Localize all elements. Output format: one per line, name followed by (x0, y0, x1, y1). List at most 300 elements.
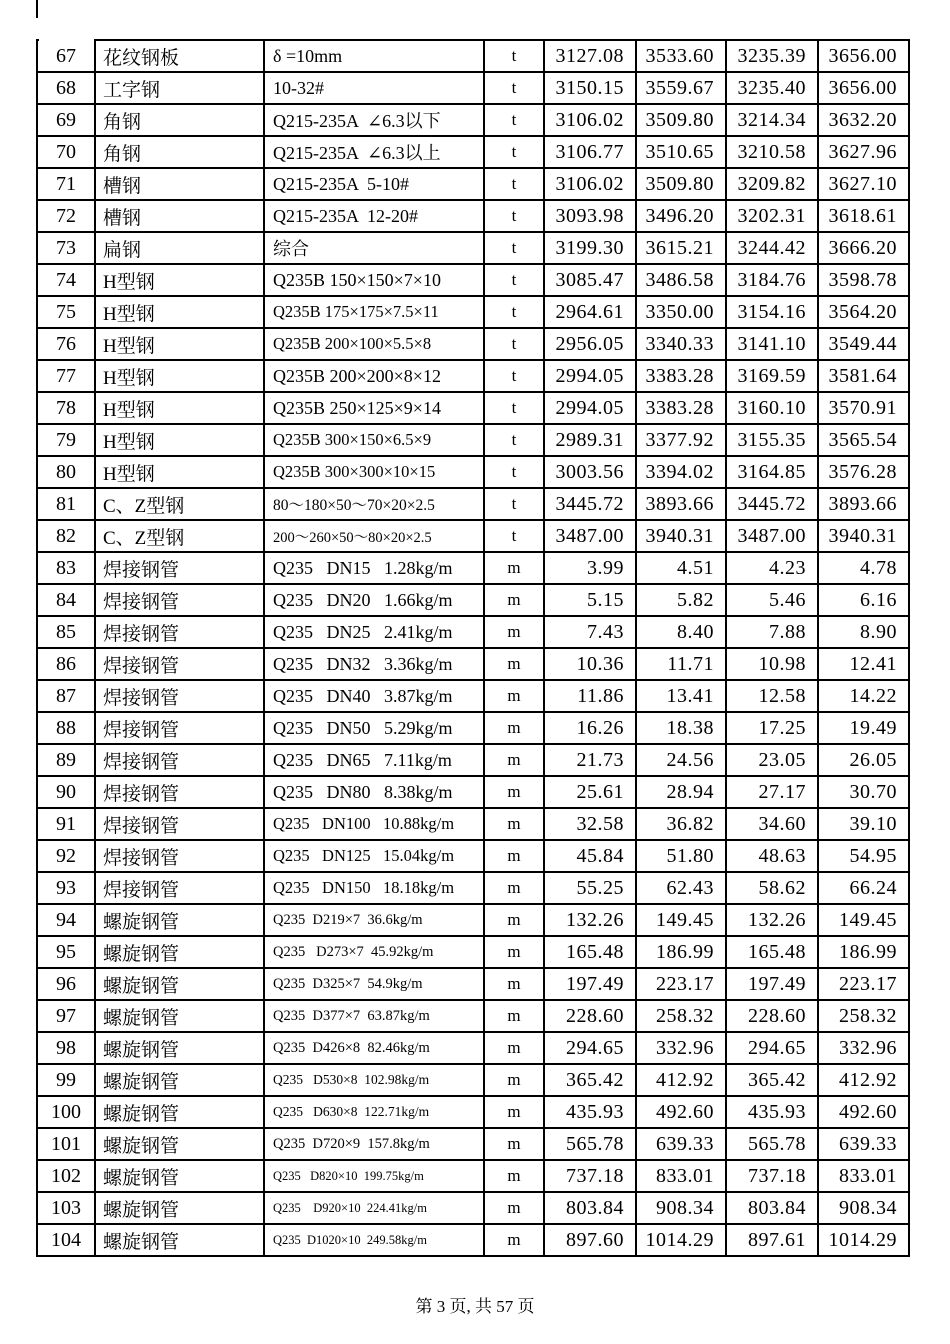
cell-price-3: 3210.58 (726, 136, 818, 168)
cell-price-3: 23.05 (726, 744, 818, 776)
cell-price-3: 7.88 (726, 616, 818, 648)
table-row (37, 968, 909, 1000)
cell-price-2: 3496.20 (636, 200, 726, 232)
cell-price-1: 897.60 (544, 1224, 636, 1256)
cell-row-number: 91 (37, 808, 95, 840)
cell-specification: Q235 DN15 1.28kg/m (264, 552, 484, 584)
cell-unit: m (484, 584, 544, 616)
cell-price-3: 48.63 (726, 840, 818, 872)
cell-row-number: 84 (37, 584, 95, 616)
cell-price-4: 3656.00 (818, 40, 909, 72)
cell-material-name: 螺旋钢管 (95, 1000, 264, 1032)
cell-price-3: 365.42 (726, 1064, 818, 1096)
cell-price-4: 19.49 (818, 712, 909, 744)
cell-unit: m (484, 968, 544, 1000)
cell-price-1: 132.26 (544, 904, 636, 936)
cell-price-2: 186.99 (636, 936, 726, 968)
cell-price-1: 32.58 (544, 808, 636, 840)
cell-price-4: 3940.31 (818, 520, 909, 552)
table-row (37, 360, 909, 392)
cell-row-number: 80 (37, 456, 95, 488)
cell-price-1: 197.49 (544, 968, 636, 1000)
cell-specification: 80～180×50～70×20×2.5 (264, 488, 484, 520)
cell-price-1: 3106.77 (544, 136, 636, 168)
cell-price-2: 3486.58 (636, 264, 726, 296)
cell-specification: Q235 DN20 1.66kg/m (264, 584, 484, 616)
cell-unit: m (484, 1128, 544, 1160)
cell-row-number: 77 (37, 360, 95, 392)
cell-row-number: 100 (37, 1096, 95, 1128)
cell-row-number: 89 (37, 744, 95, 776)
cell-material-name: 焊接钢管 (95, 616, 264, 648)
cell-price-2: 3940.31 (636, 520, 726, 552)
cell-price-2: 51.80 (636, 840, 726, 872)
cell-material-name: 角钢 (95, 136, 264, 168)
cell-price-3: 165.48 (726, 936, 818, 968)
cell-material-name: C、Z型钢 (95, 488, 264, 520)
cell-specification: Q215-235A ∠6.3以下 (264, 104, 484, 136)
cell-price-1: 3445.72 (544, 488, 636, 520)
cell-unit: m (484, 680, 544, 712)
cell-unit: m (484, 1160, 544, 1192)
table-row (37, 424, 909, 456)
cell-price-4: 3565.54 (818, 424, 909, 456)
cell-price-3: 228.60 (726, 1000, 818, 1032)
cell-material-name: H型钢 (95, 392, 264, 424)
price-table (36, 39, 910, 1257)
cell-row-number: 69 (37, 104, 95, 136)
cell-price-1: 11.86 (544, 680, 636, 712)
cell-price-1: 2964.61 (544, 296, 636, 328)
cell-row-number: 71 (37, 168, 95, 200)
cell-material-name: 螺旋钢管 (95, 1224, 264, 1256)
cell-price-4: 186.99 (818, 936, 909, 968)
cell-price-4: 3893.66 (818, 488, 909, 520)
cell-price-4: 639.33 (818, 1128, 909, 1160)
cell-specification: Q235B 250×125×9×14 (264, 392, 484, 424)
cell-price-3: 132.26 (726, 904, 818, 936)
cell-material-name: 螺旋钢管 (95, 1096, 264, 1128)
cell-row-number: 90 (37, 776, 95, 808)
cell-specification: Q235 D920×10 224.41kg/m (264, 1192, 484, 1224)
cell-material-name: 螺旋钢管 (95, 968, 264, 1000)
cell-row-number: 87 (37, 680, 95, 712)
cell-price-2: 412.92 (636, 1064, 726, 1096)
cell-price-1: 565.78 (544, 1128, 636, 1160)
cell-price-4: 12.41 (818, 648, 909, 680)
page-footer: 第 3 页, 共 57 页 (415, 1297, 535, 1316)
cell-price-4: 833.01 (818, 1160, 909, 1192)
cell-specification: Q235 D720×9 157.8kg/m (264, 1128, 484, 1160)
cell-material-name: 角钢 (95, 104, 264, 136)
cell-price-4: 54.95 (818, 840, 909, 872)
cell-unit: m (484, 648, 544, 680)
cell-price-4: 3598.78 (818, 264, 909, 296)
table-row (37, 104, 909, 136)
table-row (37, 840, 909, 872)
table-row (37, 520, 909, 552)
cell-price-4: 6.16 (818, 584, 909, 616)
cell-material-name: 螺旋钢管 (95, 904, 264, 936)
cell-price-4: 3564.20 (818, 296, 909, 328)
cell-row-number: 98 (37, 1032, 95, 1064)
cell-material-name: 焊接钢管 (95, 872, 264, 904)
cell-price-1: 3106.02 (544, 104, 636, 136)
cell-row-number: 67 (37, 40, 95, 72)
cell-price-3: 27.17 (726, 776, 818, 808)
cell-specification: Q215-235A 5-10# (264, 168, 484, 200)
table-row (37, 1000, 909, 1032)
cell-row-number: 88 (37, 712, 95, 744)
cell-specification: Q235 D273×7 45.92kg/m (264, 936, 484, 968)
cell-material-name: 槽钢 (95, 200, 264, 232)
table-row (37, 328, 909, 360)
table-row (37, 584, 909, 616)
cell-price-1: 2989.31 (544, 424, 636, 456)
table-row (37, 1064, 909, 1096)
cell-material-name: 螺旋钢管 (95, 1064, 264, 1096)
cell-material-name: 螺旋钢管 (95, 936, 264, 968)
table-row (37, 552, 909, 584)
cell-price-1: 55.25 (544, 872, 636, 904)
cell-price-4: 3549.44 (818, 328, 909, 360)
cell-row-number: 103 (37, 1192, 95, 1224)
cell-specification: δ =10mm (264, 40, 484, 72)
table-row (37, 1224, 909, 1256)
table-row (37, 616, 909, 648)
cell-unit: t (484, 40, 544, 72)
cell-unit: m (484, 1192, 544, 1224)
cell-material-name: 螺旋钢管 (95, 1160, 264, 1192)
cell-price-4: 3627.10 (818, 168, 909, 200)
cell-price-1: 435.93 (544, 1096, 636, 1128)
cell-specification: Q235 DN125 15.04kg/m (264, 840, 484, 872)
price-table-body (37, 40, 909, 1256)
cell-price-2: 13.41 (636, 680, 726, 712)
cell-price-3: 197.49 (726, 968, 818, 1000)
cell-row-number: 83 (37, 552, 95, 584)
cell-price-1: 803.84 (544, 1192, 636, 1224)
cell-price-4: 26.05 (818, 744, 909, 776)
cell-price-2: 4.51 (636, 552, 726, 584)
cell-unit: t (484, 296, 544, 328)
cell-price-2: 28.94 (636, 776, 726, 808)
cell-material-name: 焊接钢管 (95, 680, 264, 712)
cell-row-number: 101 (37, 1128, 95, 1160)
cell-material-name: 螺旋钢管 (95, 1128, 264, 1160)
cell-row-number: 79 (37, 424, 95, 456)
cell-unit: t (484, 456, 544, 488)
table-row (37, 1096, 909, 1128)
cell-price-4: 39.10 (818, 808, 909, 840)
cell-row-number: 96 (37, 968, 95, 1000)
cell-price-1: 7.43 (544, 616, 636, 648)
cell-price-2: 492.60 (636, 1096, 726, 1128)
cell-price-2: 3510.65 (636, 136, 726, 168)
cell-material-name: 工字钢 (95, 72, 264, 104)
cell-price-4: 66.24 (818, 872, 909, 904)
cell-unit: m (484, 936, 544, 968)
cell-row-number: 92 (37, 840, 95, 872)
cell-material-name: H型钢 (95, 424, 264, 456)
table-row (37, 264, 909, 296)
cell-row-number: 104 (37, 1224, 95, 1256)
cell-price-2: 149.45 (636, 904, 726, 936)
cell-price-4: 3666.20 (818, 232, 909, 264)
cell-material-name: H型钢 (95, 456, 264, 488)
cell-price-2: 1014.29 (636, 1224, 726, 1256)
table-row (37, 488, 909, 520)
cell-price-1: 3150.15 (544, 72, 636, 104)
cell-specification: Q235 D325×7 54.9kg/m (264, 968, 484, 1000)
cell-row-number: 102 (37, 1160, 95, 1192)
cell-price-3: 17.25 (726, 712, 818, 744)
cell-unit: m (484, 776, 544, 808)
cell-unit: m (484, 744, 544, 776)
cell-material-name: H型钢 (95, 328, 264, 360)
cell-price-2: 908.34 (636, 1192, 726, 1224)
table-row (37, 136, 909, 168)
cell-price-1: 5.15 (544, 584, 636, 616)
cell-price-3: 897.61 (726, 1224, 818, 1256)
cell-price-4: 908.34 (818, 1192, 909, 1224)
cell-price-2: 24.56 (636, 744, 726, 776)
cell-material-name: 螺旋钢管 (95, 1032, 264, 1064)
cell-price-1: 16.26 (544, 712, 636, 744)
table-row (37, 808, 909, 840)
cell-row-number: 75 (37, 296, 95, 328)
cell-price-2: 3559.67 (636, 72, 726, 104)
cell-price-1: 2956.05 (544, 328, 636, 360)
cell-price-1: 3487.00 (544, 520, 636, 552)
cell-material-name: 焊接钢管 (95, 552, 264, 584)
cell-price-1: 365.42 (544, 1064, 636, 1096)
cell-price-2: 833.01 (636, 1160, 726, 1192)
cell-row-number: 68 (37, 72, 95, 104)
cell-price-2: 332.96 (636, 1032, 726, 1064)
cell-price-4: 8.90 (818, 616, 909, 648)
cell-price-4: 412.92 (818, 1064, 909, 1096)
cell-specification: Q235 DN50 5.29kg/m (264, 712, 484, 744)
cell-price-2: 3509.80 (636, 168, 726, 200)
cell-price-2: 3377.92 (636, 424, 726, 456)
cell-price-4: 3627.96 (818, 136, 909, 168)
cell-specification: 200～260×50～80×20×2.5 (264, 520, 484, 552)
cell-specification: Q235 DN25 2.41kg/m (264, 616, 484, 648)
cell-unit: t (484, 328, 544, 360)
cell-price-3: 3154.16 (726, 296, 818, 328)
cell-price-2: 11.71 (636, 648, 726, 680)
cell-unit: t (484, 104, 544, 136)
cell-price-1: 10.36 (544, 648, 636, 680)
cell-unit: t (484, 136, 544, 168)
cell-price-1: 3127.08 (544, 40, 636, 72)
cell-specification: Q235 DN40 3.87kg/m (264, 680, 484, 712)
cell-price-4: 14.22 (818, 680, 909, 712)
cell-price-3: 3209.82 (726, 168, 818, 200)
table-row (37, 648, 909, 680)
cell-price-4: 4.78 (818, 552, 909, 584)
cell-price-1: 3199.30 (544, 232, 636, 264)
cell-price-4: 3632.20 (818, 104, 909, 136)
table-row (37, 904, 909, 936)
cell-price-3: 3244.42 (726, 232, 818, 264)
cell-unit: t (484, 72, 544, 104)
cell-unit: m (484, 808, 544, 840)
cell-price-1: 737.18 (544, 1160, 636, 1192)
cell-material-name: 焊接钢管 (95, 840, 264, 872)
cell-row-number: 78 (37, 392, 95, 424)
cell-material-name: 焊接钢管 (95, 744, 264, 776)
cell-unit: m (484, 1224, 544, 1256)
cell-price-2: 5.82 (636, 584, 726, 616)
cell-row-number: 93 (37, 872, 95, 904)
cell-material-name: 焊接钢管 (95, 648, 264, 680)
cell-row-number: 76 (37, 328, 95, 360)
cell-price-3: 3169.59 (726, 360, 818, 392)
cell-price-3: 3141.10 (726, 328, 818, 360)
cell-price-3: 4.23 (726, 552, 818, 584)
cell-price-1: 2994.05 (544, 360, 636, 392)
table-edge-fragment (36, 0, 38, 18)
cell-unit: m (484, 904, 544, 936)
cell-unit: m (484, 840, 544, 872)
cell-row-number: 94 (37, 904, 95, 936)
table-row (37, 1032, 909, 1064)
cell-price-4: 3618.61 (818, 200, 909, 232)
cell-material-name: 焊接钢管 (95, 712, 264, 744)
cell-price-3: 803.84 (726, 1192, 818, 1224)
table-row (37, 232, 909, 264)
cell-row-number: 99 (37, 1064, 95, 1096)
cell-row-number: 97 (37, 1000, 95, 1032)
table-row (37, 392, 909, 424)
cell-price-2: 18.38 (636, 712, 726, 744)
cell-unit: t (484, 360, 544, 392)
cell-price-4: 492.60 (818, 1096, 909, 1128)
cell-price-3: 3184.76 (726, 264, 818, 296)
cell-price-1: 21.73 (544, 744, 636, 776)
cell-row-number: 81 (37, 488, 95, 520)
cell-price-2: 223.17 (636, 968, 726, 1000)
table-row (37, 1128, 909, 1160)
cell-specification: Q235B 150×150×7×10 (264, 264, 484, 296)
cell-specification: 10-32# (264, 72, 484, 104)
cell-price-1: 3003.56 (544, 456, 636, 488)
cell-price-4: 332.96 (818, 1032, 909, 1064)
cell-price-2: 3340.33 (636, 328, 726, 360)
cell-price-1: 294.65 (544, 1032, 636, 1064)
cell-specification: Q215-235A ∠6.3以上 (264, 136, 484, 168)
cell-price-2: 8.40 (636, 616, 726, 648)
cell-row-number: 74 (37, 264, 95, 296)
cell-unit: m (484, 1032, 544, 1064)
cell-price-3: 58.62 (726, 872, 818, 904)
cell-row-number: 85 (37, 616, 95, 648)
table-row (37, 72, 909, 104)
cell-unit: m (484, 872, 544, 904)
table-row (37, 200, 909, 232)
cell-material-name: 槽钢 (95, 168, 264, 200)
cell-price-3: 12.58 (726, 680, 818, 712)
cell-price-1: 3093.98 (544, 200, 636, 232)
cell-material-name: 焊接钢管 (95, 584, 264, 616)
cell-price-2: 3509.80 (636, 104, 726, 136)
cell-unit: t (484, 392, 544, 424)
cell-price-2: 258.32 (636, 1000, 726, 1032)
cell-unit: t (484, 520, 544, 552)
cell-specification: Q235 D1020×10 249.58kg/m (264, 1224, 484, 1256)
cell-price-1: 45.84 (544, 840, 636, 872)
cell-row-number: 70 (37, 136, 95, 168)
cell-specification: Q235 D530×8 102.98kg/m (264, 1064, 484, 1096)
cell-specification: Q235 D630×8 122.71kg/m (264, 1096, 484, 1128)
cell-specification: Q235 D377×7 63.87kg/m (264, 1000, 484, 1032)
table-row (37, 1192, 909, 1224)
cell-specification: Q235 DN100 10.88kg/m (264, 808, 484, 840)
cell-price-3: 3445.72 (726, 488, 818, 520)
cell-material-name: H型钢 (95, 296, 264, 328)
cell-price-4: 258.32 (818, 1000, 909, 1032)
cell-material-name: H型钢 (95, 264, 264, 296)
cell-price-1: 3.99 (544, 552, 636, 584)
cell-price-2: 36.82 (636, 808, 726, 840)
cell-material-name: 螺旋钢管 (95, 1192, 264, 1224)
table-row (37, 776, 909, 808)
cell-price-3: 3235.40 (726, 72, 818, 104)
cell-price-4: 3656.00 (818, 72, 909, 104)
cell-price-4: 3576.28 (818, 456, 909, 488)
cell-price-4: 30.70 (818, 776, 909, 808)
cell-unit: t (484, 264, 544, 296)
cell-specification: Q235 DN32 3.36kg/m (264, 648, 484, 680)
cell-specification: Q235 DN150 18.18kg/m (264, 872, 484, 904)
cell-specification: Q235B 300×150×6.5×9 (264, 424, 484, 456)
cell-price-2: 3350.00 (636, 296, 726, 328)
table-row (37, 936, 909, 968)
cell-price-3: 435.93 (726, 1096, 818, 1128)
cell-price-3: 5.46 (726, 584, 818, 616)
cell-price-2: 3383.28 (636, 392, 726, 424)
table-row (37, 1160, 909, 1192)
table-row (37, 712, 909, 744)
cell-price-3: 3214.34 (726, 104, 818, 136)
table-row (37, 168, 909, 200)
cell-price-2: 3394.02 (636, 456, 726, 488)
cell-unit: t (484, 200, 544, 232)
cell-specification: Q235B 200×100×5.5×8 (264, 328, 484, 360)
cell-price-3: 3164.85 (726, 456, 818, 488)
cell-unit: m (484, 552, 544, 584)
cell-price-3: 3487.00 (726, 520, 818, 552)
cell-price-3: 737.18 (726, 1160, 818, 1192)
table-row (37, 456, 909, 488)
cell-row-number: 82 (37, 520, 95, 552)
table-row (37, 296, 909, 328)
cell-unit: t (484, 168, 544, 200)
cell-price-4: 3570.91 (818, 392, 909, 424)
cell-specification: Q235 D426×8 82.46kg/m (264, 1032, 484, 1064)
cell-specification: 综合 (264, 232, 484, 264)
cell-price-4: 1014.29 (818, 1224, 909, 1256)
cell-price-4: 149.45 (818, 904, 909, 936)
cell-price-3: 34.60 (726, 808, 818, 840)
cell-price-4: 223.17 (818, 968, 909, 1000)
cell-unit: m (484, 1096, 544, 1128)
table-row (37, 680, 909, 712)
cell-price-2: 3893.66 (636, 488, 726, 520)
cell-price-2: 3615.21 (636, 232, 726, 264)
